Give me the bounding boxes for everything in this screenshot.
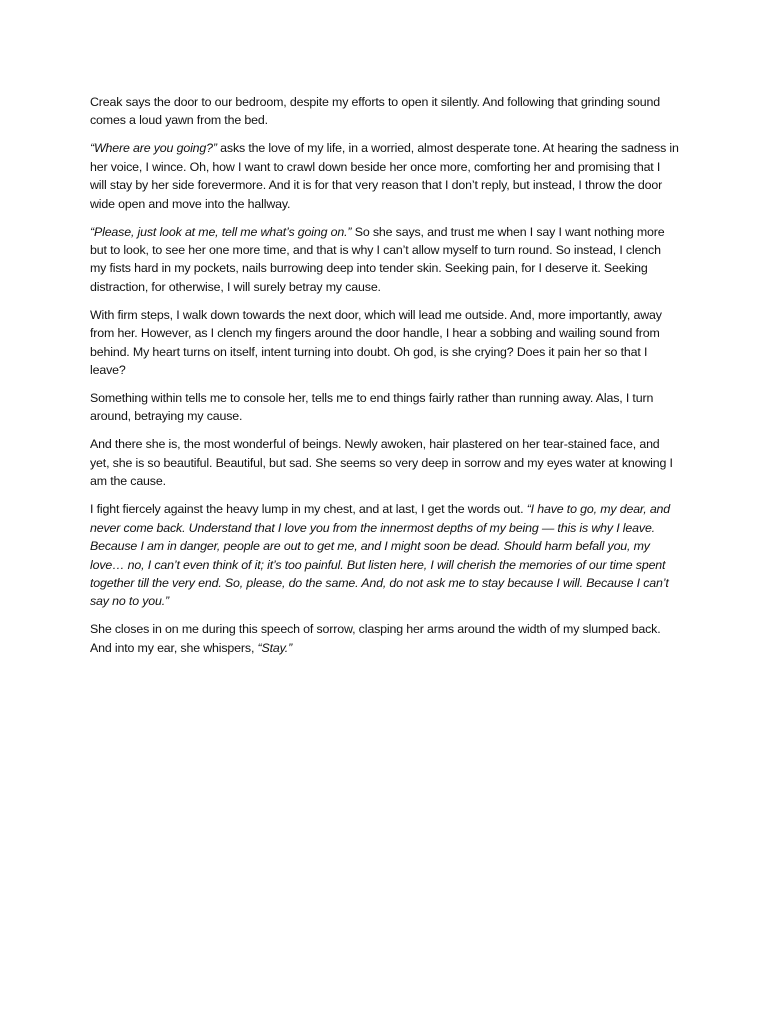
paragraph-text: Creak says the door to our bedroom, despite my efforts to open it silently. And following that grinding sound comes a loud yawn from the bed. — [90, 95, 661, 128]
dialogue-text: “Where are you going?” — [90, 141, 217, 156]
paragraph-text: With firm steps, I walk down towards the next door, which will lead me outside. And, more importantly, away from her. However, as I clench my fingers around the door handle, I hear a sobbing and wailing sound from behind. My heart turns on itself, intent turning into doubt. Oh god, is she crying? Does it pain her so that I leave? — [90, 307, 662, 378]
paragraph-text: I fight fiercely against the heavy lump in my chest, and at last, I get the words out. — [90, 502, 527, 517]
paragraph — [90, 620, 680, 657]
paragraph-text: She closes in on me during this speech of sorrow, clasping her arms around the width of my slumped back. And into my ear, she whispers, — [90, 622, 661, 655]
paragraph-text: So she says, and trust me when I say I want nothing more but to look, to see her one more time, and that is why I can’t allow myself to turn round. So instead, I clench my fists hard in my pockets, nails burrowing deep into tender skin. Seeking pain, for I deserve it. Seeking distraction, for otherwise, I will surely betray my cause. — [90, 224, 665, 294]
paragraph — [90, 139, 680, 213]
paragraph — [90, 435, 680, 490]
paragraph — [90, 389, 680, 426]
story-text — [90, 93, 680, 667]
paragraph — [90, 500, 680, 610]
dialogue-text: “Stay.” — [257, 640, 293, 655]
paragraph-text: Something within tells me to console her, tells me to end things fairly rather than running away. Alas, I turn around, betraying my cause. — [90, 391, 654, 424]
paragraph — [90, 223, 680, 297]
dialogue-text: “Please, just look at me, tell me what’s going on.” — [90, 224, 352, 239]
dialogue-text: “I have to go, my dear, and never come back. Understand that I love you from the innermost depths of my being — this is why I leave. Because I am in danger, people are out to get me, and I might soon be dead. Should harm befall you, my love… no, I can’t even think of it; it’s too painful. But listen here, I will cherish the memories of our time spent together till the very end. So, please, do the same. And, do not ask me to stay because I will. Because I can’t say no to you.” — [90, 502, 671, 609]
paragraph — [90, 93, 680, 130]
paragraph-text: asks the love of my life, in a worried, almost desperate tone. At hearing the sadness in her voice, I wince. Oh, how I want to crawl down beside her once more, comforting her and promising that I will stay by her side forevermore. And it is for that very reason that I don’t reply, but instead, I throw the door wide open and move into the hallway. — [90, 141, 679, 211]
paragraph-text: And there she is, the most wonderful of beings. Newly awoken, hair plastered on her tear-stained face, and yet, she is so beautiful. Beautiful, but sad. She seems so very deep in sorrow and my eyes water at knowing I am the cause. — [90, 437, 673, 489]
paragraph — [90, 306, 680, 380]
